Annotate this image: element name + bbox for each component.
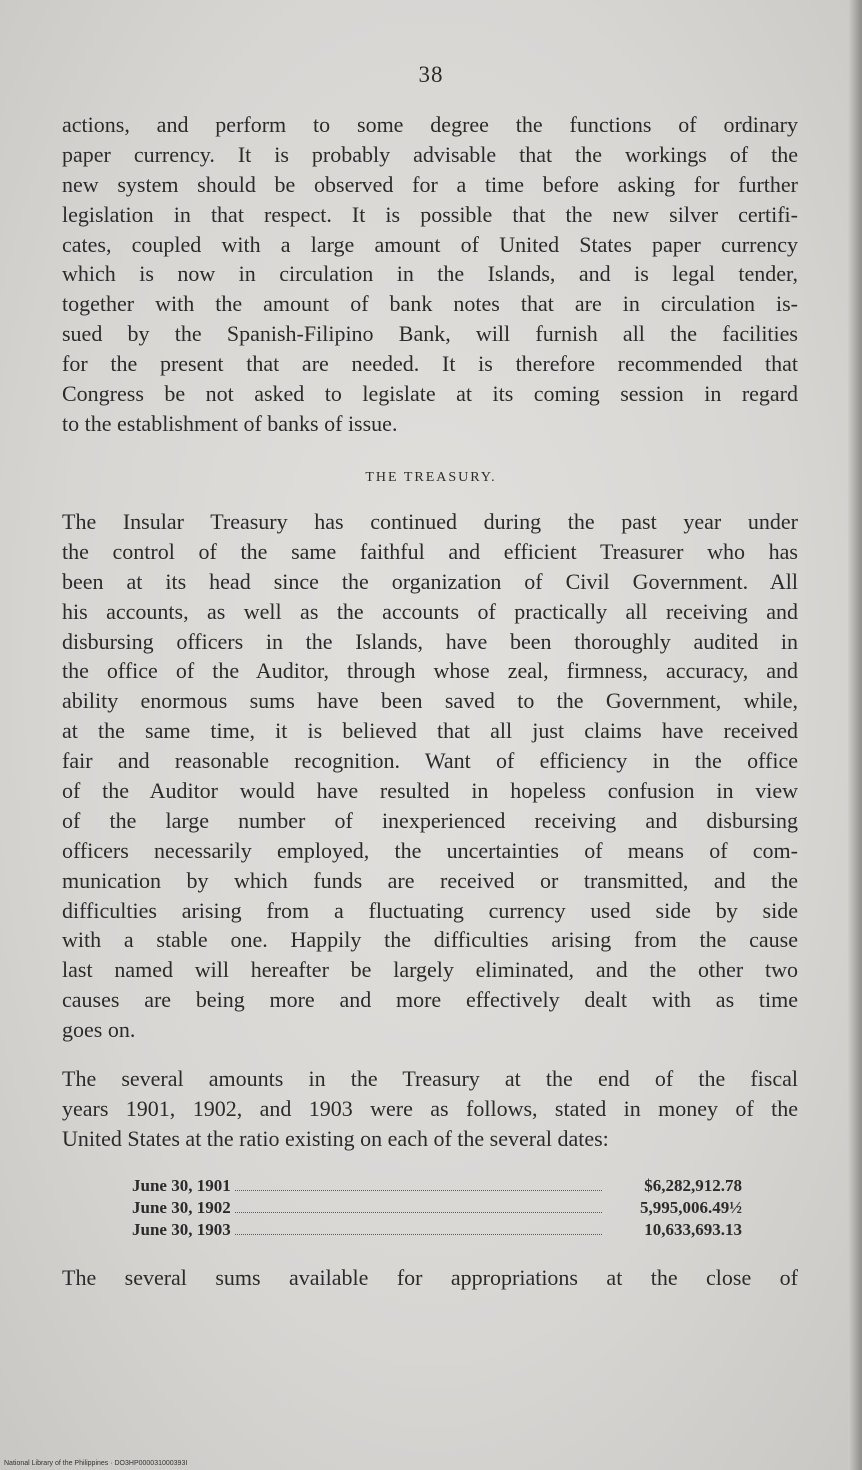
text-line: with a stable one. Happily the difficulties arising from the cause <box>62 927 798 953</box>
text-line: new system should be observed for a time before asking for further <box>62 171 798 197</box>
text-line: causes are being more and more effectively dealt with as time <box>62 987 798 1013</box>
text-line: cates, coupled with a large amount of United States paper currency <box>62 231 798 257</box>
text-line: his accounts, as well as the accounts of practically all receiving and <box>62 598 798 624</box>
text-line: the control of the same faithful and efficient Treasurer who has <box>62 538 798 564</box>
row-date: June 30, 1901 <box>132 1176 231 1195</box>
table-row <box>132 1220 742 1242</box>
text-line: sued by the Spanish-Filipino Bank, will furnish all the facilities <box>62 321 798 347</box>
dot-leader <box>235 1190 602 1191</box>
text-line: the office of the Auditor, through whose zeal, firmness, accuracy, and <box>62 658 798 684</box>
text-line: together with the amount of bank notes that are in circulation is- <box>62 291 798 317</box>
text-line: at the same time, it is believed that all just claims have received <box>62 718 798 744</box>
text-line: of the Auditor would have resulted in hopeless confusion in view <box>62 778 798 804</box>
text-line: disbursing officers in the Islands, have been thoroughly audited in <box>62 628 798 654</box>
text-line: to the establishment of banks of issue. <box>62 410 398 436</box>
row-amount: 10,633,693.13 <box>644 1220 742 1239</box>
text-line: which is now in circulation in the Islands, and is legal tender, <box>62 261 798 287</box>
row-date: June 30, 1902 <box>132 1198 231 1217</box>
text-line: last named will hereafter be largely eliminated, and the other two <box>62 957 798 983</box>
text-line: of the large number of inexperienced receiving and disbursing <box>62 807 798 833</box>
paragraph-treasury-amounts-intro <box>62 1064 798 1154</box>
text-line: munication by which funds are received or transmitted, and the <box>62 867 798 893</box>
library-footer-stamp: National Library of the Philippines · DO3HP000031000393I <box>4 1460 188 1467</box>
row-amount: 5,995,006.49½ <box>640 1198 742 1217</box>
text-line: fair and reasonable recognition. Want of efficiency in the office <box>62 748 798 774</box>
table-row <box>132 1176 742 1198</box>
page-number: 38 <box>418 62 444 87</box>
text-line: paper currency. It is probably advisable that the workings of the <box>62 141 798 167</box>
paragraph-insular-treasury <box>62 507 798 1045</box>
text-line: officers necessarily employed, the uncertainties of means of com- <box>62 837 798 863</box>
row-date: June 30, 1903 <box>132 1220 231 1239</box>
page-edge-shadow <box>848 0 862 1470</box>
table-row <box>132 1198 742 1220</box>
row-amount: $6,282,912.78 <box>644 1176 742 1195</box>
treasury-amounts-table <box>132 1176 742 1242</box>
text-line: United States at the ratio existing on each of the several dates: <box>62 1125 609 1151</box>
paragraph-banks-of-issue <box>62 110 798 439</box>
text-line: ability enormous sums have been saved to the Government, while, <box>62 688 798 714</box>
text-line: difficulties arising from a fluctuating currency used side by side <box>62 897 798 923</box>
text-line: The Insular Treasury has continued during the past year under <box>62 509 798 534</box>
text-line: for the present that are needed. It is therefore recommended that <box>62 351 798 377</box>
text-line: goes on. <box>62 1017 136 1043</box>
dot-leader <box>235 1234 602 1235</box>
section-heading: THE TREASURY. <box>365 470 497 485</box>
text-line: The several sums available for appropriations at the close of <box>62 1265 798 1290</box>
text-line: years 1901, 1902, and 1903 were as follows, stated in money of the <box>62 1095 798 1121</box>
text-line: actions, and perform to some degree the functions of ordinary <box>62 112 798 137</box>
paragraph-appropriations <box>62 1263 798 1293</box>
dot-leader <box>235 1212 602 1213</box>
text-line: been at its head since the organization of Civil Government. All <box>62 568 798 594</box>
text-line: Congress be not asked to legislate at its coming session in regard <box>62 381 798 407</box>
text-line: The several amounts in the Treasury at the end of the fiscal <box>62 1066 798 1091</box>
text-line: legislation in that respect. It is possible that the new silver certifi- <box>62 201 798 227</box>
